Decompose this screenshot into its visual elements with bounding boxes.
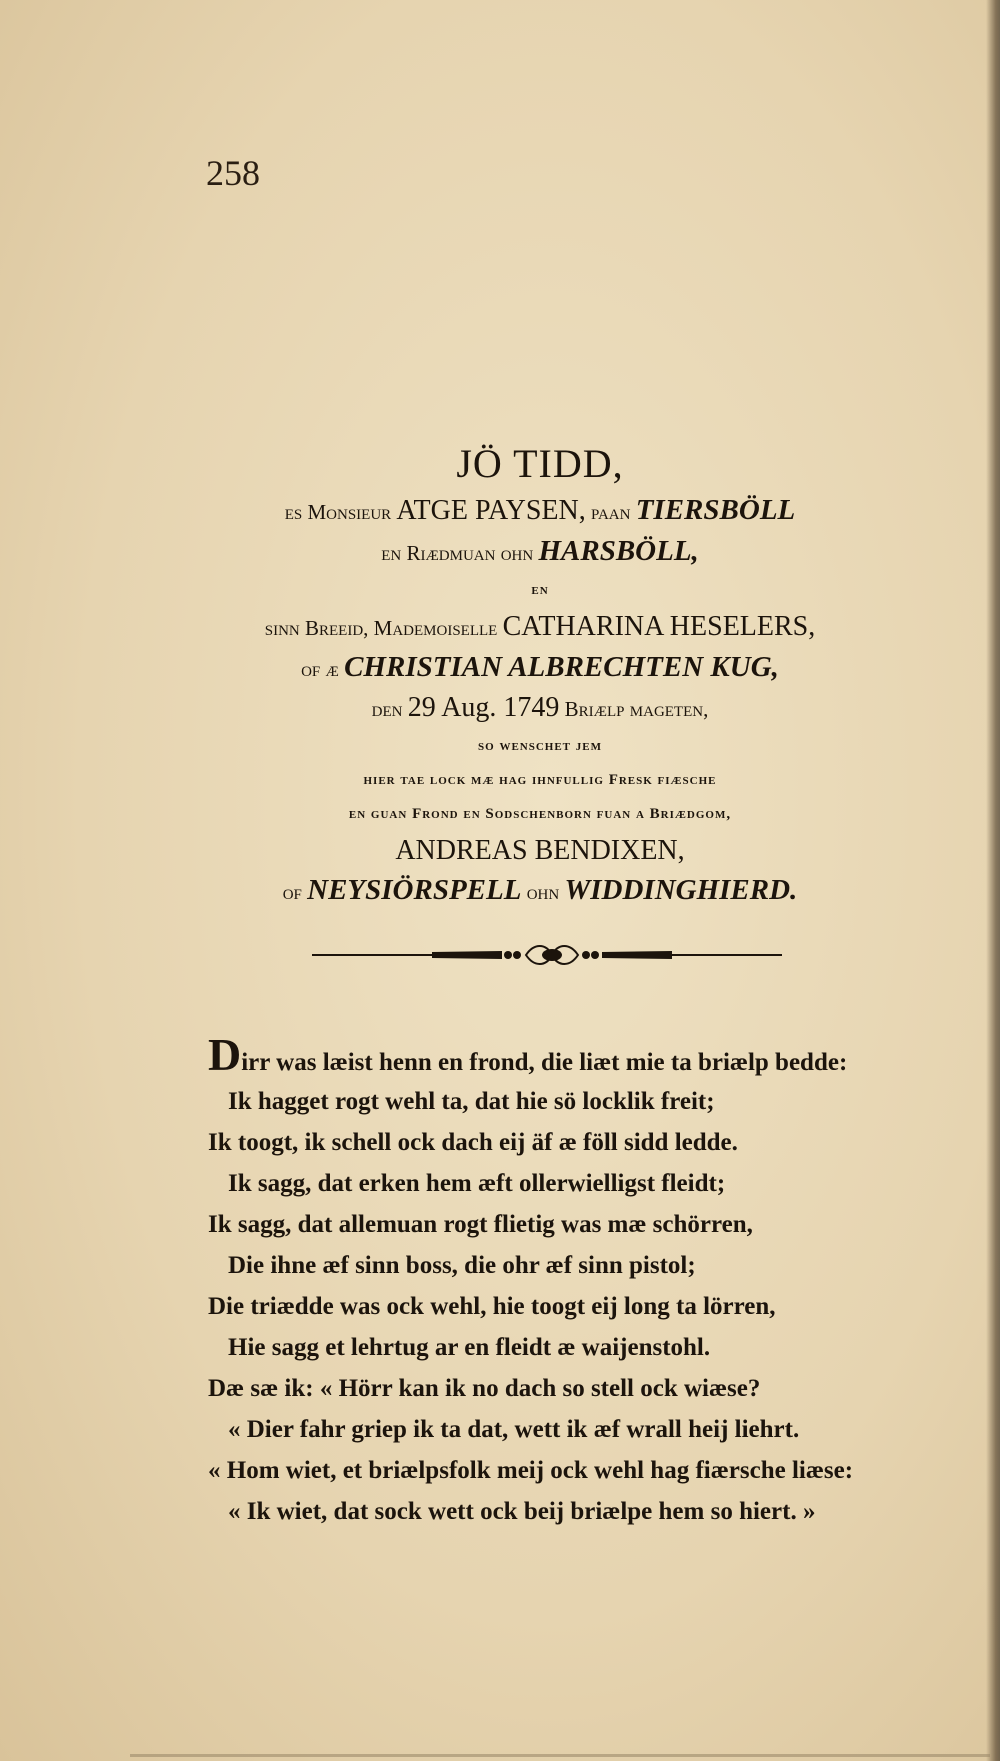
title-line-5	[160, 650, 920, 686]
poem-line: « Ik wiet, dat sock wett ock beij briælpe hem so hiert. »	[228, 1498, 816, 1525]
title-line-6-a: den	[371, 697, 403, 721]
title-line-10: ANDREAS BENDIXEN,	[395, 835, 685, 866]
poem-line	[208, 1029, 928, 1081]
ornament-divider	[312, 935, 782, 975]
title-line-11-b: NEYSIÖRSPELL	[307, 874, 522, 906]
title-line-7: so wenschet jem	[478, 738, 602, 754]
title-line-2-b: HARSBÖLL,	[538, 535, 699, 567]
poem-line: Ik sagg, dat allemuan rogt flietig was mæ schörren,	[208, 1211, 753, 1238]
title-line-3: en	[531, 582, 549, 598]
title-line-4	[160, 610, 920, 645]
title-line-5-a: of æ	[301, 657, 339, 681]
title-main: JÖ TIDD,	[456, 441, 624, 486]
title-line-11-d: WIDDINGHIERD.	[564, 874, 798, 906]
page-edge-shadow	[986, 0, 1000, 1761]
title-line-6	[160, 691, 920, 726]
poem-line: Ik toogt, ik schell ock dach eij äf æ föll sidd ledde.	[208, 1129, 738, 1156]
title-line-9: en guan Frond en Sodschenborn fuan a Briædgom,	[348, 806, 732, 822]
poem-line: Ik sagg, dat erken hem æft ollerwielligst fleidt;	[228, 1170, 726, 1197]
poem-line: Dæ sæ ik: « Hörr kan ik no dach so stell ock wiæse?	[208, 1375, 761, 1402]
title-line-1-a: es Monsieur	[284, 500, 392, 524]
title-line-8: hier tae lock mæ hag ihnfullig Fresk fiæsche	[363, 772, 717, 788]
title-block	[160, 440, 920, 914]
poem-line: Hie sagg et lehrtug ar en fleidt æ waijenstohl.	[228, 1334, 711, 1361]
title-line-2-a: en Riædmuan ohn	[381, 541, 534, 565]
title-line-4-b: CATHARINA HESELERS,	[502, 611, 816, 642]
title-line-6-b: 29 Aug. 1749	[407, 692, 560, 723]
dropcap: D	[208, 1029, 242, 1080]
title-line-1-d: TIERSBÖLL	[635, 494, 796, 526]
poem-line: Die ihne æf sinn boss, die ohr æf sinn pistol;	[228, 1252, 696, 1279]
title-line-6-c: Briælp mageten,	[564, 697, 709, 721]
title-line-1-c: paan	[591, 500, 631, 524]
poem-line: Die triædde was ock wehl, hie toogt eij long ta lörren,	[208, 1293, 776, 1320]
title-line-4-a: sinn Breeid, Mademoiselle	[264, 616, 498, 640]
poem-line: Ik hagget rogt wehl ta, dat hie sö locklik freit;	[228, 1088, 715, 1115]
title-line-5-b: CHRISTIAN ALBRECHTEN KUG,	[344, 651, 779, 683]
bottom-edge	[130, 1754, 990, 1757]
title-line-11-c: ohn	[526, 880, 560, 904]
poem-line: « Hom wiet, et briælpsfolk meij ock wehl hag fiærsche liæse:	[208, 1457, 854, 1484]
title-line-2	[160, 534, 920, 570]
poem-line-text: irr was læist henn en frond, die liæt mie ta briælp bedde:	[241, 1049, 848, 1076]
poem-line: « Dier fahr griep ik ta dat, wett ik æf wrall heij liehrt.	[228, 1416, 800, 1443]
poem	[208, 1029, 928, 1532]
title-line-11	[160, 873, 920, 909]
title-line-1	[160, 493, 920, 529]
page-number: 258	[206, 153, 260, 193]
title-line-1-b: ATGE PAYSEN,	[396, 495, 586, 526]
title-line-11-a: of	[282, 880, 302, 904]
